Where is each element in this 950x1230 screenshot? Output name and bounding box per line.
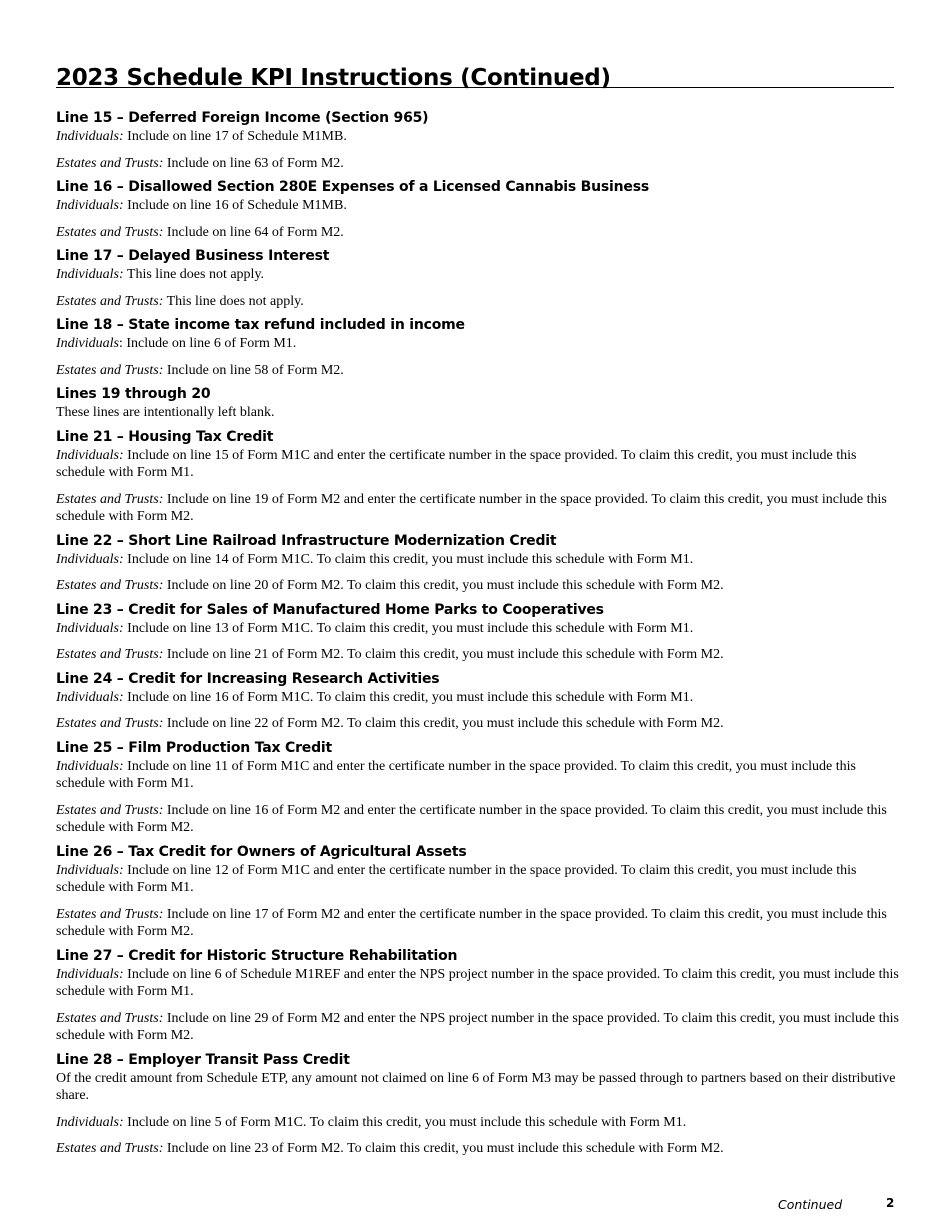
instruction-paragraph — [56, 293, 902, 311]
instruction-paragraph — [56, 404, 902, 422]
instruction-paragraph — [56, 802, 902, 837]
filer-type-label: Individuals — [56, 336, 119, 351]
instruction-section — [56, 108, 902, 172]
section-heading: Line 26 – Tax Credit for Owners of Agricultural Assets — [56, 843, 467, 860]
section-heading: Lines 19 through 20 — [56, 386, 211, 402]
instruction-paragraph — [56, 197, 902, 215]
instruction-text: Include on line 6 of Schedule M1REF and enter the NPS project number in the space provided. To claim this credit, you must include this schedule with Form M1. — [56, 966, 899, 999]
instruction-text: Include on line 16 of Schedule M1MB. — [123, 198, 347, 213]
instruction-text: Include on line 16 of Form M2 and enter the certificate number in the space provided. To claim this credit, you must include this schedule with Form M2. — [56, 802, 887, 835]
instruction-text: Include on line 19 of Form M2 and enter the certificate number in the space provided. To claim this credit, you must include this schedule with Form M2. — [56, 491, 887, 524]
instruction-text: Include on line 58 of Form M2. — [163, 362, 344, 378]
filer-type-label: Individuals: — [56, 689, 124, 705]
instruction-text: This line does not apply. — [163, 293, 304, 309]
instruction-paragraph — [56, 1010, 902, 1045]
section-heading: Line 24 – Credit for Increasing Research Activities — [56, 670, 440, 687]
filer-type-label: Estates and Trusts: — [56, 362, 164, 378]
instruction-section — [56, 427, 902, 526]
filer-type-label: Individuals: — [56, 551, 124, 567]
instruction-text: Include on line 29 of Form M2 and enter the NPS project number in the space provided. To claim this credit, you must include this schedule with Form M2. — [56, 1010, 899, 1043]
instruction-text: Include on line 12 of Form M1C and enter the certificate number in the space provided. To claim this credit, you must include this schedule with Form M1. — [56, 862, 857, 895]
instruction-text: Include on line 16 of Form M1C. To claim this credit, you must include this schedule with Form M1. — [123, 689, 694, 705]
section-heading: Line 25 – Film Production Tax Credit — [56, 739, 333, 756]
instruction-text: : Include on line 6 of Form M1. — [119, 336, 297, 351]
instruction-text: This line does not apply. — [123, 267, 265, 282]
instruction-text: Include on line 13 of Form M1C. To claim this credit, you must include this schedule with Form M1. — [123, 620, 694, 636]
instruction-paragraph — [56, 447, 902, 482]
filer-type-label: Estates and Trusts: — [56, 906, 164, 922]
section-heading: Line 22 – Short Line Railroad Infrastructure Modernization Credit — [56, 532, 557, 549]
filer-type-label: Estates and Trusts: — [56, 224, 164, 240]
filer-type-label: Individuals: — [56, 267, 124, 282]
instruction-paragraph — [56, 758, 902, 793]
instruction-section — [56, 177, 902, 241]
instruction-text: Of the credit amount from Schedule ETP, any amount not claimed on line 6 of Form M3 may be passed through to partners based on their distributive share. — [56, 1070, 896, 1103]
instruction-paragraph — [56, 128, 902, 146]
filer-type-label: Individuals: — [56, 758, 124, 774]
instruction-text: Include on line 21 of Form M2. To claim this credit, you must include this schedule with Form M2. — [163, 647, 724, 662]
filer-type-label: Individuals: — [56, 620, 124, 636]
filer-type-label: Estates and Trusts: — [56, 491, 164, 507]
instruction-section — [56, 738, 902, 837]
section-heading: Line 17 – Delayed Business Interest — [56, 248, 330, 264]
filer-type-label: Estates and Trusts: — [56, 1010, 164, 1026]
instruction-paragraph — [56, 906, 902, 941]
filer-type-label: Individuals: — [56, 862, 124, 878]
instruction-paragraph — [56, 335, 902, 353]
instruction-paragraph — [56, 1114, 902, 1132]
filer-type-label: Estates and Trusts: — [56, 647, 164, 662]
section-heading: Line 27 – Credit for Historic Structure Rehabilitation — [56, 947, 458, 964]
filer-type-label: Individuals: — [56, 1114, 124, 1130]
instruction-text: Include on line 15 of Form M1C and enter the certificate number in the space provided. To claim this credit, you must include this schedule with Form M1. — [56, 447, 857, 480]
instruction-paragraph — [56, 266, 902, 284]
filer-type-label: Estates and Trusts: — [56, 716, 164, 731]
instruction-paragraph — [56, 362, 902, 380]
instruction-paragraph — [56, 155, 902, 173]
section-heading: Line 15 – Deferred Foreign Income (Section 965) — [56, 110, 429, 126]
instruction-text: Include on line 20 of Form M2. To claim this credit, you must include this schedule with Form M2. — [163, 578, 724, 593]
instruction-paragraph — [56, 551, 902, 569]
instruction-paragraph — [56, 577, 902, 595]
instruction-section — [56, 842, 902, 941]
title-divider — [56, 87, 894, 88]
instruction-paragraph — [56, 862, 902, 897]
filer-type-label: Individuals: — [56, 447, 124, 463]
instruction-section — [56, 315, 902, 379]
instruction-paragraph — [56, 620, 902, 638]
section-heading: Line 21 – Housing Tax Credit — [56, 428, 274, 445]
instruction-text: Include on line 64 of Form M2. — [163, 224, 344, 240]
instruction-section — [56, 246, 902, 310]
filer-type-label: Estates and Trusts: — [56, 578, 164, 593]
instruction-text: Include on line 17 of Form M2 and enter the certificate number in the space provided. To claim this credit, you must include this schedule with Form M2. — [56, 906, 887, 939]
filer-type-label: Estates and Trusts: — [56, 155, 164, 171]
filer-type-label: Estates and Trusts: — [56, 802, 164, 818]
instruction-section — [56, 1050, 902, 1158]
instruction-paragraph — [56, 646, 902, 664]
instruction-paragraph — [56, 966, 902, 1001]
filer-type-label: Individuals: — [56, 129, 124, 144]
instruction-text: Include on line 11 of Form M1C and enter the certificate number in the space provided. To claim this credit, you must include this schedule with Form M1. — [56, 758, 856, 791]
instruction-paragraph — [56, 1070, 902, 1105]
instruction-section — [56, 600, 902, 664]
section-heading: Line 18 – State income tax refund included in income — [56, 317, 465, 333]
footer-continued: Continued — [778, 1197, 843, 1212]
instruction-section — [56, 946, 902, 1045]
filer-type-label: Estates and Trusts: — [56, 1141, 164, 1156]
instructions-content — [56, 108, 902, 1163]
section-heading: Line 28 – Employer Transit Pass Credit — [56, 1051, 350, 1068]
instruction-text: Include on line 63 of Form M2. — [163, 155, 344, 171]
instruction-paragraph — [56, 1140, 902, 1158]
instruction-paragraph — [56, 224, 902, 242]
page-number: 2 — [886, 1196, 895, 1210]
instruction-text: Include on line 17 of Schedule M1MB. — [123, 129, 347, 144]
instruction-text: Include on line 5 of Form M1C. To claim this credit, you must include this schedule with Form M1. — [123, 1114, 687, 1130]
instruction-section — [56, 669, 902, 733]
filer-type-label: Individuals: — [56, 966, 124, 982]
section-heading: Line 16 – Disallowed Section 280E Expenses of a Licensed Cannabis Business — [56, 179, 649, 195]
instruction-paragraph — [56, 689, 902, 707]
filer-type-label: Individuals: — [56, 198, 124, 213]
page-title: 2023 Schedule KPI Instructions (Continued) — [56, 65, 611, 92]
instruction-section — [56, 531, 902, 595]
instruction-text: Include on line 23 of Form M2. To claim this credit, you must include this schedule with Form M2. — [163, 1141, 724, 1156]
instruction-text: These lines are intentionally left blank. — [56, 405, 275, 420]
instruction-section — [56, 384, 902, 422]
instruction-text: Include on line 22 of Form M2. To claim this credit, you must include this schedule with Form M2. — [163, 716, 724, 731]
section-heading: Line 23 – Credit for Sales of Manufactured Home Parks to Cooperatives — [56, 601, 604, 618]
instruction-text: Include on line 14 of Form M1C. To claim this credit, you must include this schedule with Form M1. — [123, 551, 694, 567]
instruction-paragraph — [56, 491, 902, 526]
instruction-paragraph — [56, 715, 902, 733]
filer-type-label: Estates and Trusts: — [56, 293, 164, 309]
